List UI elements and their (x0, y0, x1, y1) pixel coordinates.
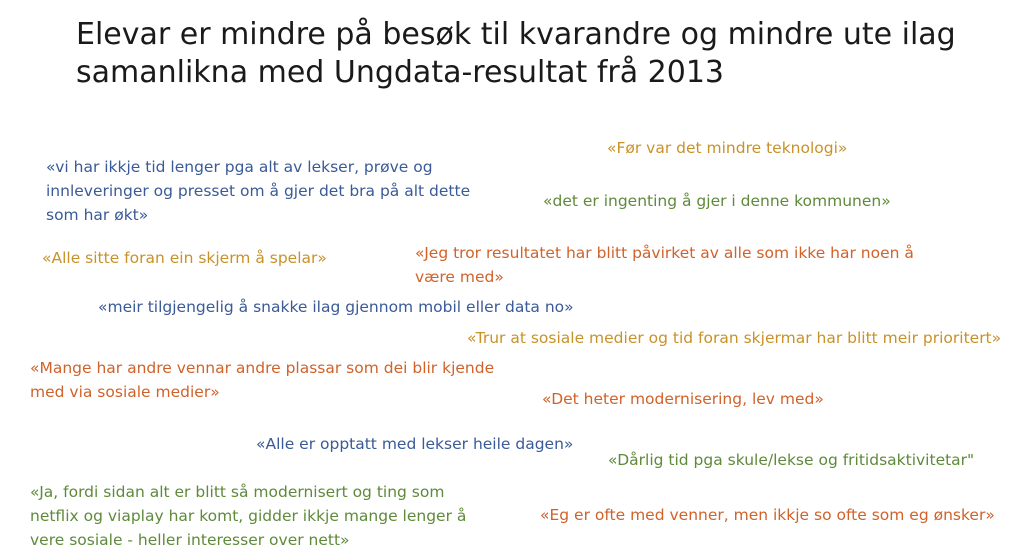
quote-often-with-friends (540, 503, 995, 527)
quote-nothing-to-do (543, 189, 891, 213)
slide-title-line-2: samanlikna med Ungdata-resultat frå 2013 (76, 55, 725, 90)
quote-friends-elsewhere (30, 356, 494, 404)
quote-talk-via-mobile (98, 295, 574, 319)
quote-netflix-viaplay (30, 480, 466, 552)
quote-line: «Eg er ofte med venner, men ikkje so ofte som eg ønsker» (540, 506, 995, 524)
quote-modernization (542, 387, 824, 411)
quote-line: med via sosiale medier» (30, 383, 220, 401)
quote-line: «Alle sitte foran ein skjerm å spelar» (42, 249, 327, 267)
quote-bad-time-school (608, 448, 974, 472)
quote-line: innleveringer og presset om å gjer det bra på alt dette (46, 182, 471, 200)
quote-line: være med» (415, 268, 504, 286)
quote-line: «Trur at sosiale medier og tid foran skjermar har blitt meir prioritert» (467, 329, 1002, 347)
quote-line: netflix og viaplay har komt, gidder ikkje mange lenger å (30, 507, 467, 525)
slide-title-line-1: Elevar er mindre på besøk til kvarandre og mindre ute ilag (76, 17, 956, 52)
quote-no-one-to-be-with (415, 241, 914, 289)
quote-line: «Jeg tror resultatet har blitt påvirket av alle som ikke har noen å (415, 244, 914, 262)
slide-title (76, 16, 996, 92)
quote-less-technology-before (607, 136, 847, 160)
quote-no-time-homework (46, 155, 470, 227)
quote-line: «meir tilgjengelig å snakke ilag gjennom mobil eller data no» (98, 298, 574, 316)
quote-line: «Før var det mindre teknologi» (607, 139, 848, 157)
quote-line: «Ja, fordi sidan alt er blitt så modernisert og ting som (30, 483, 445, 501)
quote-line: «det er ingenting å gjer i denne kommunen» (543, 192, 891, 210)
quote-line: «Alle er opptatt med lekser heile dagen» (256, 435, 574, 453)
quote-busy-homework (256, 432, 573, 456)
quote-line: «vi har ikkje tid lenger pga alt av lekser, prøve og (46, 158, 433, 176)
quote-social-media-prioritized (467, 326, 1001, 350)
quote-everyone-gaming (42, 246, 327, 270)
quote-line: som har økt» (46, 206, 149, 224)
quote-line: vere sosiale - heller interesser over nett» (30, 531, 350, 549)
quote-line: «Dårlig tid pga skule/lekse og fritidsaktivitetar" (608, 451, 975, 469)
quote-line: «Det heter modernisering, lev med» (542, 390, 824, 408)
quote-line: «Mange har andre vennar andre plassar som dei blir kjende (30, 359, 495, 377)
